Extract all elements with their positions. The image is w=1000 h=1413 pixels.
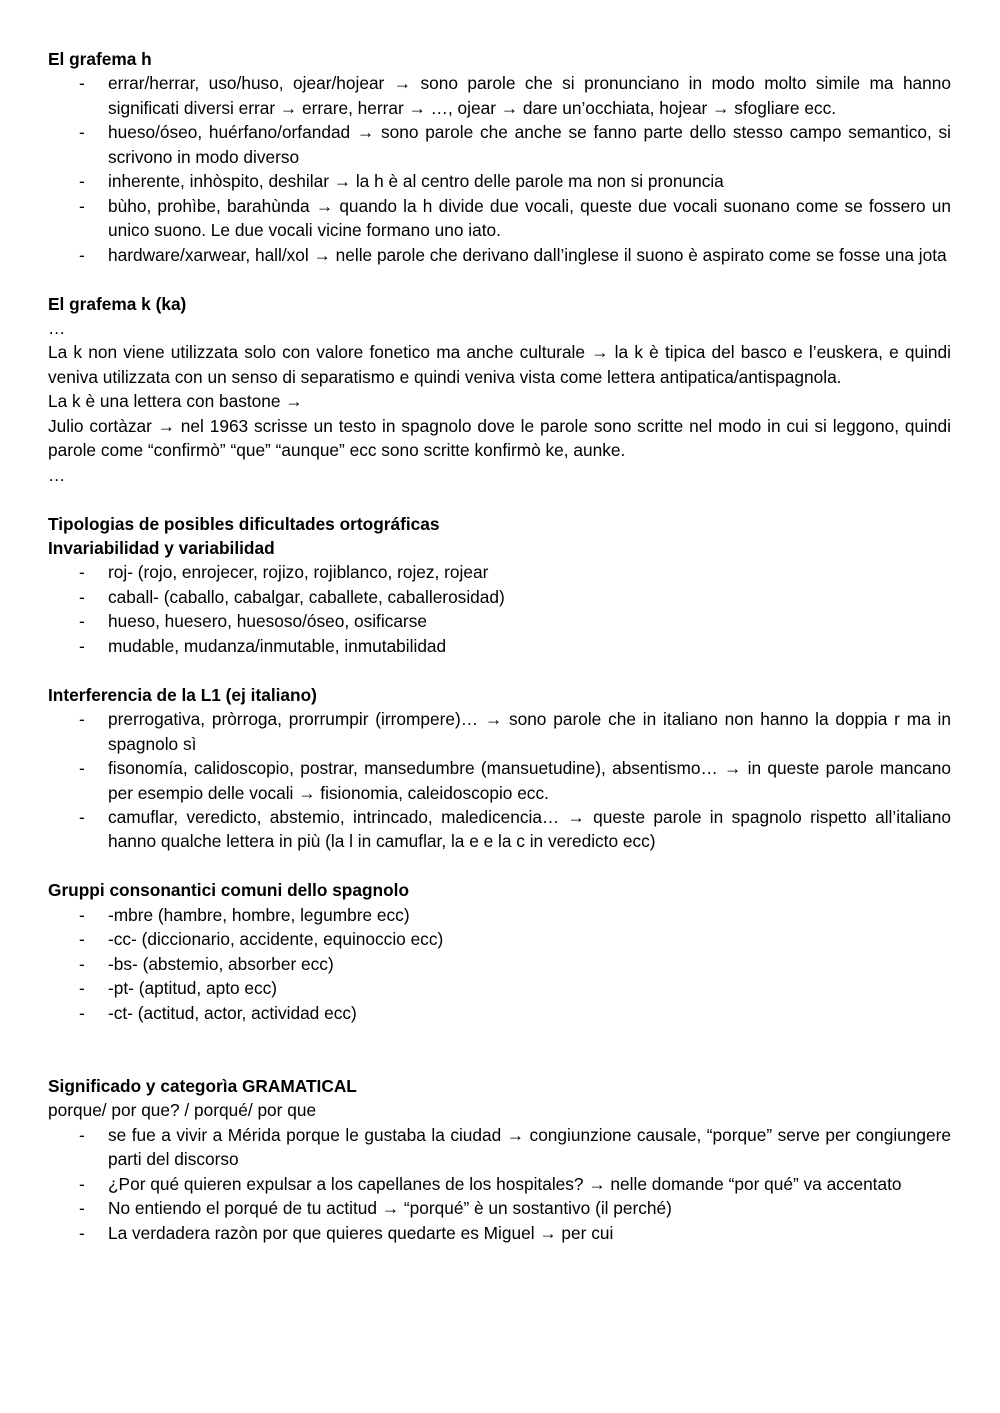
section-interferencia-title: Interferencia de la L1 (ej italiano) [48,684,317,705]
list-item: - fisonomía, calidoscopio, postrar, mansedumbre (mansuetudine), absentismo… → in queste parole mancano per esempio delle vocali → fisionomia, caleidoscopio ecc. [48,756,951,805]
section-h-title: El grafema h [48,49,152,69]
list-item: - roj- (rojo, enrojecer, rojizo, rojiblanco, rojez, rojear [48,560,951,584]
spacer [48,487,951,511]
list-item: - -ct- (actitud, actor, actividad ecc) [48,1001,951,1025]
section-h-list [48,71,951,267]
ellipsis-start: … [48,317,66,338]
list-item: - inherente, inhòspito, deshilar → la h è al centro delle parole ma non si pronuncia [48,169,951,193]
section-interferencia-list [48,707,951,854]
list-item: - -mbre (hambre, hombre, legumbre ecc) [48,903,951,927]
spacer [48,1050,951,1074]
ellipsis-end: … [48,464,66,485]
list-item: - mudable, mudanza/inmutable, inmutabilidad [48,634,951,658]
section-significado-title: Significado y categorìa GRAMATICAL [48,1075,357,1096]
section-k-paragraph-2: La k è una lettera con bastone → [48,391,303,412]
list-item: - bùho, prohìbe, barahùnda → quando la h divide due vocali, queste due vocali suonano come se fossero un unico suono. Le due vocali vicine formano uno iato. [48,194,951,243]
list-item: - ¿Por qué quieren expulsar a los capellanes de los hospitales? → nelle domande “por qué” va accentato [48,1172,951,1196]
section-k-paragraph-1: La k non viene utilizzata solo con valore fonetico ma anche culturale → la k è tipica del basco e l’euskera, e quindi veniva utilizzata con un senso di separatismo e quindi veniva vista come lettera antipatica/antispagnola. [48,342,951,387]
section-significado-intro: porque/ por que? / porqué/ por que [48,1100,317,1121]
list-item: - La verdadera razòn por que quieres quedarte es Miguel → per cui [48,1221,951,1245]
spacer [48,1025,951,1049]
list-item: - -pt- (aptitud, apto ecc) [48,976,951,1000]
list-item: - -bs- (abstemio, absorber ecc) [48,952,951,976]
list-item: - se fue a vivir a Mérida porque le gustaba la ciudad → congiunzione causale, “porque” serve per congiungere parti del discorso [48,1123,951,1172]
section-gruppi-title: Gruppi consonantici comuni dello spagnolo [48,880,409,901]
section-k-title: El grafema k (ka) [48,293,187,314]
section-tipologias-subtitle: Invariabilidad y variabilidad [48,538,275,559]
list-item: - hardware/xarwear, hall/xol → nelle parole che derivano dall’inglese il suono è aspirato come se fosse una jota [48,243,951,267]
section-tipologias-list [48,560,951,658]
spacer [48,658,951,682]
section-k-paragraph-3: Julio cortàzar → nel 1963 scrisse un testo in spagnolo dove le parole sono scritte nel modo in cui si leggono, quindi parole come “confirmò” “que” “aunque” ecc sono scritte konfirmò ke, aunke. [48,415,951,461]
spacer [48,267,951,291]
list-item: - camuflar, veredicto, abstemio, intrincado, maledicencia… → queste parole in spagnolo rispetto all’italiano hanno qualche lettera in più (la l in camuflar, la e e la c in veredicto ecc) [48,805,951,854]
list-item: - -cc- (diccionario, accidente, equinoccio ecc) [48,927,951,951]
list-item: - errar/herrar, uso/huso, ojear/hojear → sono parole che si pronunciano in modo molto simile ma hanno significati diversi errar → errare, herrar → …, ojear → dare un’occhiata, hojear → sfogliare ecc. [48,71,951,120]
list-item: - hueso, huesero, huesoso/óseo, osificarse [48,609,951,633]
spacer [48,854,951,878]
list-item: - No entiendo el porqué de tu actitud → “porqué” è un sostantivo (il perché) [48,1196,951,1220]
list-item: - hueso/óseo, huérfano/orfandad → sono parole che anche se fanno parte dello stesso campo semantico, si scrivono in modo diverso [48,120,951,169]
document-page [48,47,951,1245]
section-significado-list [48,1123,951,1245]
list-item: - prerrogativa, pròrroga, prorrumpir (irrompere)… → sono parole che in italiano non hanno la doppia r ma in spagnolo sì [48,707,951,756]
list-item: - caball- (caballo, cabalgar, caballete, caballerosidad) [48,585,951,609]
section-gruppi-list [48,903,951,1025]
section-tipologias-title: Tipologias de posibles dificultades ortográficas [48,513,440,534]
